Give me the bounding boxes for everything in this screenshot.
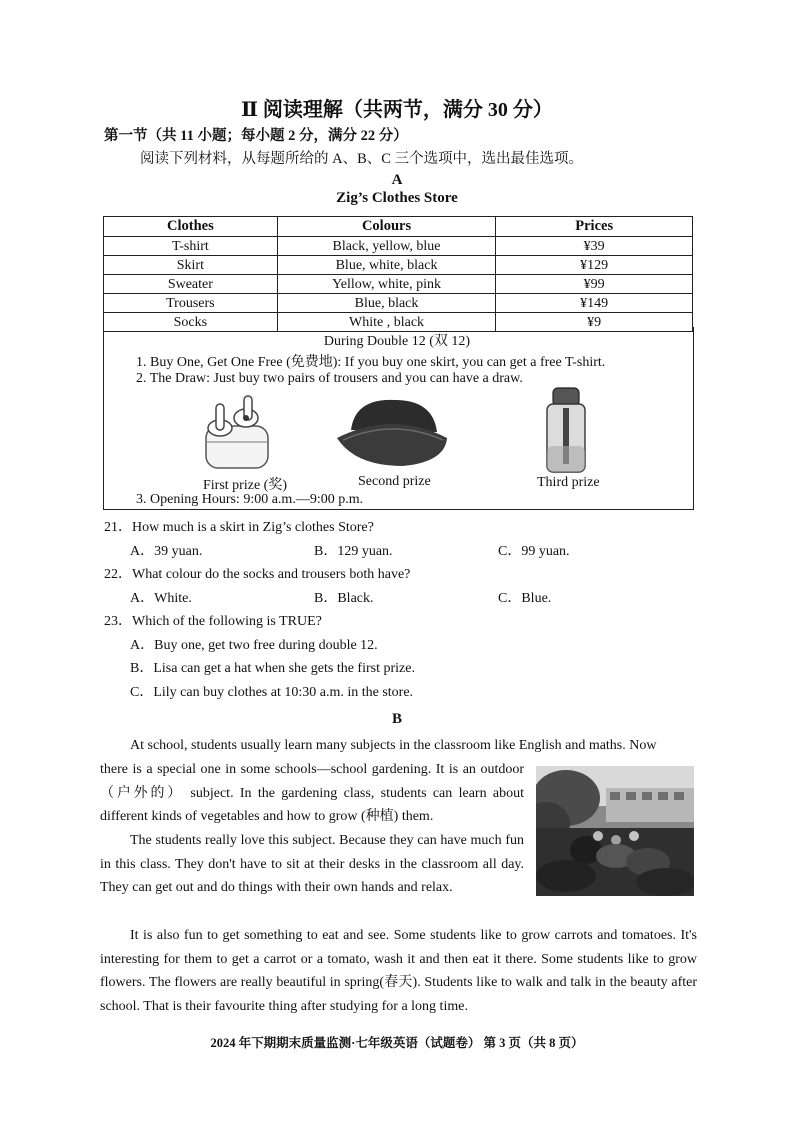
cell-price: ¥149 bbox=[496, 294, 693, 313]
promo-line-1: 1. Buy One, Get One Free (免费地): If you buy one skirt, you can get a free T-shirt. bbox=[136, 355, 606, 370]
option-22-a: A．White. bbox=[130, 591, 192, 606]
table-row bbox=[104, 294, 693, 313]
cell-clothes: Trousers bbox=[104, 294, 278, 313]
section-title: Ⅱ 阅读理解（共两节，满分 30 分） bbox=[241, 99, 553, 121]
cell-price: ¥129 bbox=[496, 256, 693, 275]
prize-3-caption: Third prize bbox=[537, 475, 600, 490]
option-21-c: C．99 yuan. bbox=[498, 544, 570, 559]
option-22-c: C．Blue. bbox=[498, 591, 552, 606]
cell-clothes: Socks bbox=[104, 313, 278, 332]
header-prices: Prices bbox=[496, 217, 693, 237]
sub-title: 第一节（共 11 小题；每小题 2 分，满分 22 分） bbox=[104, 128, 408, 144]
table-row bbox=[104, 237, 693, 256]
question-21: 21．How much is a skirt in Zig’s clothes Store? bbox=[104, 520, 374, 535]
paragraph-1: there is a special one in some schools—school gardening. It is an outdoor（户外的） subject. In the gardening class, students can learn about different kinds of vegetables and how to grow (种植) them. bbox=[100, 762, 524, 824]
cell-price: ¥39 bbox=[496, 237, 693, 256]
cell-colours: Yellow, white, pink bbox=[277, 275, 496, 294]
option-22-b: B．Black. bbox=[314, 591, 374, 606]
header-colours: Colours bbox=[277, 217, 496, 237]
option-23-b: B．Lisa can get a hat when she gets the first prize. bbox=[130, 661, 415, 676]
cell-colours: Blue, black bbox=[277, 294, 496, 313]
paragraph-2: The students really love this subject. Because they can have much fun in this class. They don't have to sit at their desks in the classroom all day. They can get out and do things with their own hands and relax. bbox=[100, 833, 524, 895]
promo-line-3: 3. Opening Hours: 9:00 a.m.—9:00 p.m. bbox=[136, 492, 364, 507]
cell-clothes: T-shirt bbox=[104, 237, 278, 256]
passage-b-label: B bbox=[391, 711, 402, 727]
option-21-b: B．129 yuan. bbox=[314, 544, 393, 559]
header-clothes: Clothes bbox=[104, 217, 278, 237]
earbuds-image bbox=[198, 392, 278, 472]
paragraph-1-first-line: At school, students usually learn many subjects in the classroom like English and maths. Now bbox=[130, 738, 657, 753]
table-row bbox=[104, 275, 693, 294]
page-footer: 2024 年下期期末质量监测·七年级英语（试题卷） 第 3 页（共 8 页） bbox=[210, 1036, 584, 1050]
water-bottle-image bbox=[541, 386, 591, 476]
cell-colours: White , black bbox=[277, 313, 496, 332]
cell-clothes: Sweater bbox=[104, 275, 278, 294]
cell-colours: Blue, white, black bbox=[277, 256, 496, 275]
instruction: 阅读下列材料，从每题所给的 A、B、C 三个选项中，选出最佳选项。 bbox=[140, 151, 584, 167]
option-23-c: C．Lily can buy clothes at 10:30 a.m. in the store. bbox=[130, 685, 414, 700]
cell-colours: Black, yellow, blue bbox=[277, 237, 496, 256]
question-22: 22．What colour do the socks and trousers both have? bbox=[104, 567, 411, 582]
cell-price: ¥9 bbox=[496, 313, 693, 332]
question-23: 23．Which of the following is TRUE? bbox=[104, 614, 322, 629]
sun-hat-image bbox=[333, 392, 451, 472]
paragraph-3: It is also fun to get something to eat and see. Some students like to grow carrots and tomatoes. It's interesting for them to get a carrot or a tomato, wash it and then eat it there. Some students like to grow flowers. The flowers are really beautiful in spring(春天). Students like to walk and talk in the beauty after school. That is their favourite thing after studying for a long time. bbox=[100, 928, 697, 1014]
passage-a-label: A bbox=[391, 172, 403, 188]
price-table bbox=[103, 216, 693, 332]
option-21-a: A．39 yuan. bbox=[130, 544, 203, 559]
promo-line-2: 2. The Draw: Just buy two pairs of trousers and you can have a draw. bbox=[136, 371, 523, 386]
cell-price: ¥99 bbox=[496, 275, 693, 294]
option-23-a: A．Buy one, get two free during double 12. bbox=[130, 638, 378, 653]
cell-clothes: Skirt bbox=[104, 256, 278, 275]
table-header-row bbox=[104, 217, 693, 237]
gardening-photo bbox=[536, 766, 694, 896]
promo-heading: During Double 12 (双 12) bbox=[323, 334, 471, 349]
table-row bbox=[104, 256, 693, 275]
prize-1-caption: First prize (奖) bbox=[203, 478, 287, 493]
prize-2-caption: Second prize bbox=[358, 474, 431, 489]
store-title: Zig’s Clothes Store bbox=[336, 190, 458, 206]
